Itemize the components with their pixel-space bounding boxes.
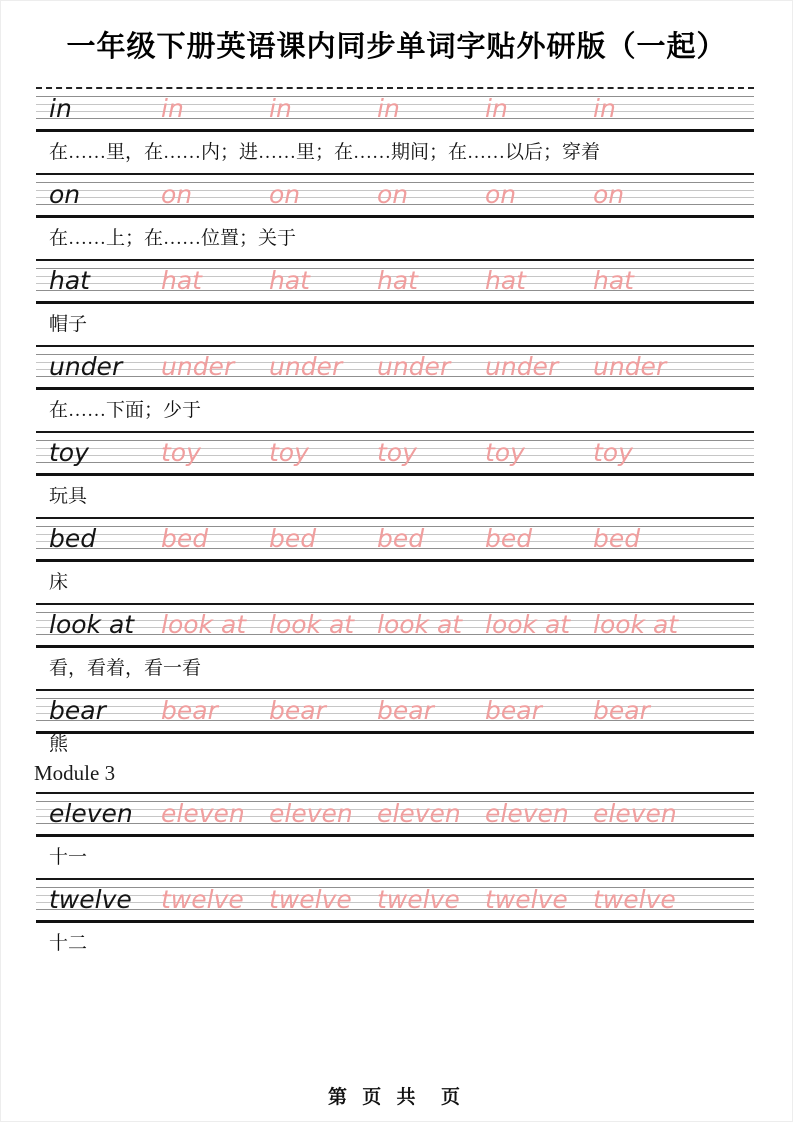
trace-words (36, 175, 754, 215)
meaning-text: 十二 (49, 932, 88, 954)
trace-words (36, 794, 754, 834)
meaning-text: 床 (49, 571, 69, 593)
headword: bed (49, 524, 97, 553)
trace-word: on (377, 180, 409, 209)
page-footer: 第 页 共 页 (327, 1087, 466, 1108)
trace-word: on (485, 180, 517, 209)
trace-word: hat (161, 266, 202, 295)
trace-word: eleven (377, 799, 461, 828)
trace-words (36, 89, 754, 129)
meaning-block (36, 837, 754, 878)
trace-word: eleven (593, 799, 677, 828)
meaning-text: 在……里，在……内；进……里；在……期间；在……以后；穿着 (49, 141, 601, 163)
trace-words (36, 691, 754, 731)
practice-row (36, 792, 754, 837)
meaning-block (36, 132, 754, 173)
meaning-text: 十一 (49, 846, 88, 868)
trace-word: bed (269, 524, 317, 553)
trace-word: under (269, 352, 343, 381)
meaning-block (36, 390, 754, 431)
trace-word: look at (161, 610, 247, 639)
headword: twelve (49, 885, 132, 914)
trace-word: in (161, 94, 184, 123)
section-note: Module 3 (34, 761, 116, 785)
trace-word: look at (593, 610, 679, 639)
word-list (36, 87, 754, 964)
trace-word: bed (161, 524, 209, 553)
meaning-block (36, 734, 754, 792)
trace-word: toy (269, 438, 309, 467)
trace-word: twelve (161, 885, 244, 914)
trace-word: under (593, 352, 667, 381)
trace-word: on (593, 180, 625, 209)
meaning-block (36, 476, 754, 517)
trace-word: hat (269, 266, 310, 295)
trace-word: twelve (377, 885, 460, 914)
trace-words (36, 519, 754, 559)
trace-word: under (485, 352, 559, 381)
trace-word: in (485, 94, 508, 123)
practice-row (36, 517, 754, 562)
meaning-text: 在……上；在……位置；关于 (49, 227, 297, 249)
trace-word: eleven (485, 799, 569, 828)
practice-row (36, 345, 754, 390)
meaning-block (36, 304, 754, 345)
trace-word: bear (269, 696, 326, 725)
meaning-block (36, 562, 754, 603)
trace-word: twelve (485, 885, 568, 914)
trace-word: in (377, 94, 400, 123)
meaning-text: 在……下面；少于 (49, 399, 202, 421)
headword: toy (49, 438, 89, 467)
trace-word: toy (161, 438, 201, 467)
headword: on (49, 180, 81, 209)
page-title: 一年级下册英语课内同步单词字贴外研版（一起） (66, 31, 727, 63)
trace-word: eleven (161, 799, 245, 828)
trace-word: toy (377, 438, 417, 467)
meaning-text: 看，看着，看一看 (49, 657, 202, 679)
trace-word: bear (161, 696, 218, 725)
trace-word: hat (485, 266, 526, 295)
trace-word: look at (269, 610, 355, 639)
trace-word: bed (593, 524, 641, 553)
trace-words (36, 880, 754, 920)
practice-row (36, 173, 754, 218)
practice-row (36, 431, 754, 476)
trace-word: bear (485, 696, 542, 725)
trace-words (36, 433, 754, 473)
practice-row (36, 259, 754, 304)
meaning-text: 玩具 (49, 485, 88, 507)
trace-word: hat (593, 266, 634, 295)
trace-word: bed (485, 524, 533, 553)
trace-word: bear (377, 696, 434, 725)
trace-word: on (161, 180, 193, 209)
trace-word: on (269, 180, 301, 209)
practice-row (36, 603, 754, 648)
meaning-text: 帽子 (49, 313, 88, 335)
trace-word: toy (485, 438, 525, 467)
headword: hat (49, 266, 90, 295)
trace-word: look at (485, 610, 571, 639)
meaning-block (36, 923, 754, 964)
trace-words (36, 347, 754, 387)
trace-word: under (161, 352, 235, 381)
trace-word: look at (377, 610, 463, 639)
practice-row (36, 87, 754, 132)
meaning-block (36, 648, 754, 689)
trace-word: under (377, 352, 451, 381)
headword: bear (49, 696, 106, 725)
trace-word: in (269, 94, 292, 123)
trace-word: twelve (269, 885, 352, 914)
headword: in (49, 94, 72, 123)
trace-words (36, 605, 754, 645)
headword: eleven (49, 799, 133, 828)
trace-word: eleven (269, 799, 353, 828)
trace-word: bear (593, 696, 650, 725)
meaning-block (36, 218, 754, 259)
trace-words (36, 261, 754, 301)
trace-word: bed (377, 524, 425, 553)
practice-row (36, 689, 754, 734)
trace-word: hat (377, 266, 418, 295)
trace-word: toy (593, 438, 633, 467)
headword: under (49, 352, 123, 381)
trace-word: twelve (593, 885, 676, 914)
meaning-text: 熊 (49, 734, 69, 755)
headword: look at (49, 610, 135, 639)
practice-row (36, 878, 754, 923)
trace-word: in (593, 94, 616, 123)
